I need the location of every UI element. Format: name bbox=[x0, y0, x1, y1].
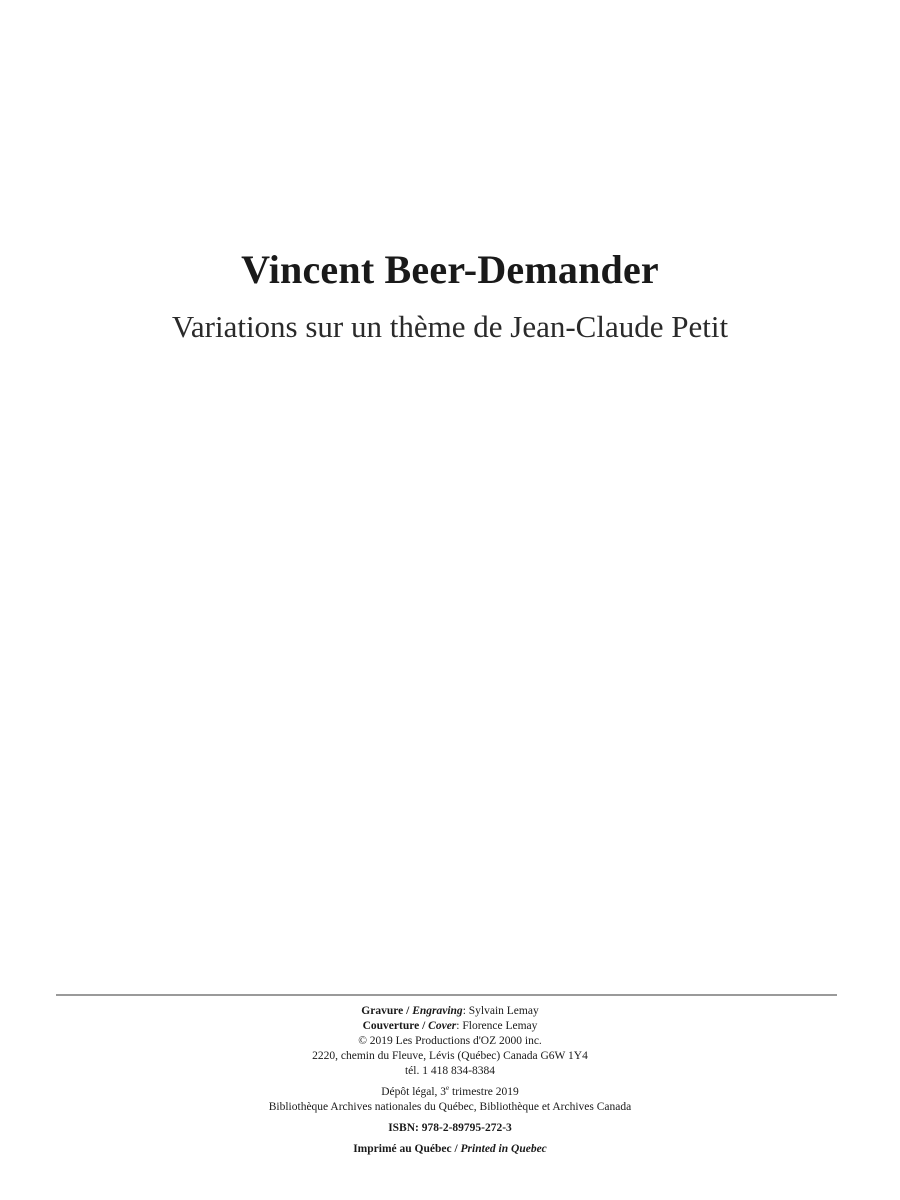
engraving-label-en: Engraving bbox=[412, 1005, 463, 1017]
legal-deposit-line bbox=[0, 1085, 900, 1100]
separator-rule bbox=[56, 994, 837, 996]
engraving-sep: : bbox=[462, 1005, 469, 1017]
legal-deposit-sup: e bbox=[446, 1084, 450, 1093]
printed-line bbox=[0, 1142, 900, 1157]
author-name: Vincent Beer-Demander bbox=[241, 247, 659, 292]
printed-en: Printed in Quebec bbox=[460, 1143, 547, 1155]
engraving-label-fr: Gravure / bbox=[361, 1005, 413, 1017]
copyright-line: © 2019 Les Productions d'OZ 2000 inc. bbox=[358, 1035, 542, 1047]
legal-deposit-suffix: trimestre 2019 bbox=[449, 1086, 519, 1098]
work-title: Variations sur un thème de Jean-Claude Petit bbox=[171, 309, 729, 344]
phone-line: tél. 1 418 834-8384 bbox=[404, 1065, 496, 1077]
cover-label-en: Cover bbox=[428, 1020, 457, 1032]
legal-deposit-prefix: Dépôt légal, 3 bbox=[381, 1086, 447, 1098]
libraries-line: Bibliothèque Archives nationales du Québec, Bibliothèque et Archives Canada bbox=[268, 1101, 632, 1113]
colophon bbox=[0, 1004, 900, 1157]
cover-value: Florence Lemay bbox=[462, 1020, 538, 1032]
isbn-line bbox=[0, 1121, 900, 1136]
cover-sep: : bbox=[456, 1020, 463, 1032]
isbn-text: ISBN: 978-2-89795-272-3 bbox=[388, 1122, 512, 1134]
address-line: 2220, chemin du Fleuve, Lévis (Québec) Canada G6W 1Y4 bbox=[312, 1050, 588, 1062]
cover-credit bbox=[0, 1019, 900, 1034]
title-block bbox=[0, 245, 900, 347]
engraving-credit bbox=[0, 1004, 900, 1019]
engraving-value: Sylvain Lemay bbox=[468, 1005, 539, 1017]
printed-fr: Imprimé au Québec / bbox=[353, 1143, 461, 1155]
cover-label-fr: Couverture / bbox=[362, 1020, 429, 1032]
